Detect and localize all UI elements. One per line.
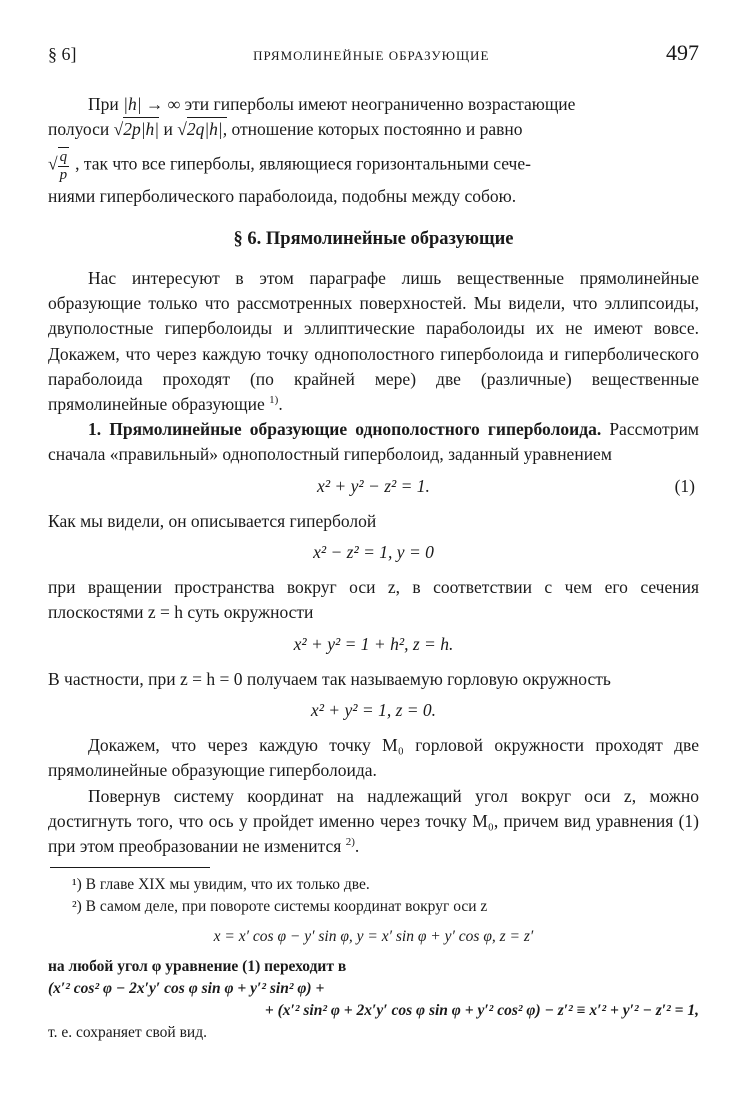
footnote-2-line-2: на любой угол φ уравнение (1) переходит в	[48, 958, 347, 976]
intro-line-4: ниями гиперболического параболоида, подобны между собою.	[48, 185, 517, 206]
paragraph-3: при вращении пространства вокруг оси z, в соответствии с чем его сечения плоскостями z = h суть окружности	[48, 577, 699, 623]
fraction-numerator: q	[59, 148, 68, 165]
intro-text: При	[88, 94, 119, 115]
equation-4: x² + y² = 1, z = 0.	[310, 700, 437, 721]
paragraph-text: .	[354, 836, 360, 857]
equation-text: x² + y² − z² = 1.	[317, 475, 430, 496]
paragraph-text: .	[278, 394, 283, 415]
footnote-divider	[50, 867, 210, 868]
fraction-denominator: p	[59, 166, 68, 183]
sqrt-fraction: √ $\frac{q}{p}$	[48, 148, 68, 183]
paragraph-2: Как мы видели, он описывается гиперболой	[48, 510, 377, 531]
intro-formula: |h| → ∞	[123, 94, 181, 115]
running-head	[48, 40, 699, 68]
footnote-ref-1: 1)	[269, 394, 279, 407]
header-section-ref: § 6]	[48, 44, 77, 64]
intro-text: отношение которых постоянно и равно	[231, 119, 523, 140]
paragraph-intro	[48, 266, 699, 417]
paragraph-text: Нас интересуют в этом параграфе лишь вещественные прямолинейные образующие только что рассмотренных поверхностей. Мы видели, что эллипсоиды, двуполостные гиперболоиды и эллиптические параболоиды их не имеют вовсе. Докажем, что через каждую точку однополостного гиперболоида и гиперболического параболоида проходят (по крайней мере) две (различные) вещественные прямолинейные образующие	[48, 268, 699, 415]
section-title: § 6. Прямолинейные образующие	[233, 228, 514, 249]
equation-1	[48, 474, 699, 499]
equation-3: x² + y² = 1 + h², z = h.	[293, 633, 454, 654]
footnote-2-line-4: + (x′² sin² φ + 2x′y′ cos φ sin φ + y′² cos² φ) − z′² ≡ x′² + y′² − z′² = 1,	[264, 1002, 699, 1020]
intro-line-1	[48, 92, 699, 117]
page-number: 497	[665, 40, 699, 65]
footnotes	[48, 874, 699, 1044]
footnote-2-line-5: т. е. сохраняет свой вид.	[48, 1024, 207, 1042]
sqrt-radicand-1: 2p|h|	[123, 119, 160, 140]
footnote-2: ²) В самом деле, при повороте системы координат вокруг оси z	[72, 898, 488, 916]
equation-2: x² − z² = 1, y = 0	[313, 542, 434, 563]
paragraph-text: Повернув систему координат на надлежащий угол вокруг оси z, можно достигнуть того, что ось y пройдет именно через точку M₀, причем вид уравнения (1) при этом преобразовании не изменится	[48, 785, 699, 857]
footnote-1: ¹) В главе XIX мы увидим, что их только две.	[72, 876, 370, 894]
intro-line-3	[48, 147, 699, 184]
equation-number: (1)	[674, 475, 695, 496]
intro-text: полуоси	[48, 119, 110, 140]
intro-text: , так что все гиперболы, являющиеся горизонтальными сече-	[75, 153, 531, 174]
paragraph-text: Рассмотрим сначала «правильный» однополостный гиперболоид, заданный уравнением	[48, 419, 700, 465]
subsection-title: 1. Прямолинейные образующие однополостного гиперболоида.	[88, 419, 602, 440]
footnote-2-line-3: (x′² cos² φ − 2x′y′ cos φ sin φ + y′² sin² φ) +	[48, 980, 325, 998]
footnote-equation: x = x′ cos φ − y′ sin φ, y = x′ sin φ + y′ cos φ, z = z′	[213, 928, 534, 946]
header-title: ПРЯМОЛИНЕЙНЫЕ ОБРАЗУЮЩИЕ	[253, 48, 490, 63]
intro-text: эти гиперболы имеют неограниченно возрастающие	[184, 94, 576, 115]
paragraph-5: Докажем, что через каждую точку M₀ горловой окружности проходят две прямолинейные образующие гиперболоида.	[48, 735, 699, 781]
subsection-paragraph	[48, 417, 699, 467]
intro-text: и	[163, 119, 173, 140]
intro-line-2: полуоси √2p|h| и √2q|h|, отношение которых постоянно и равно	[48, 119, 523, 140]
sqrt-radicand-2: 2q|h|,	[186, 119, 228, 140]
footnote-ref-2: 2)	[345, 836, 355, 849]
paragraph-6	[48, 784, 699, 860]
paragraph-4: В частности, при z = h = 0 получаем так называемую горловую окружность	[48, 668, 611, 689]
